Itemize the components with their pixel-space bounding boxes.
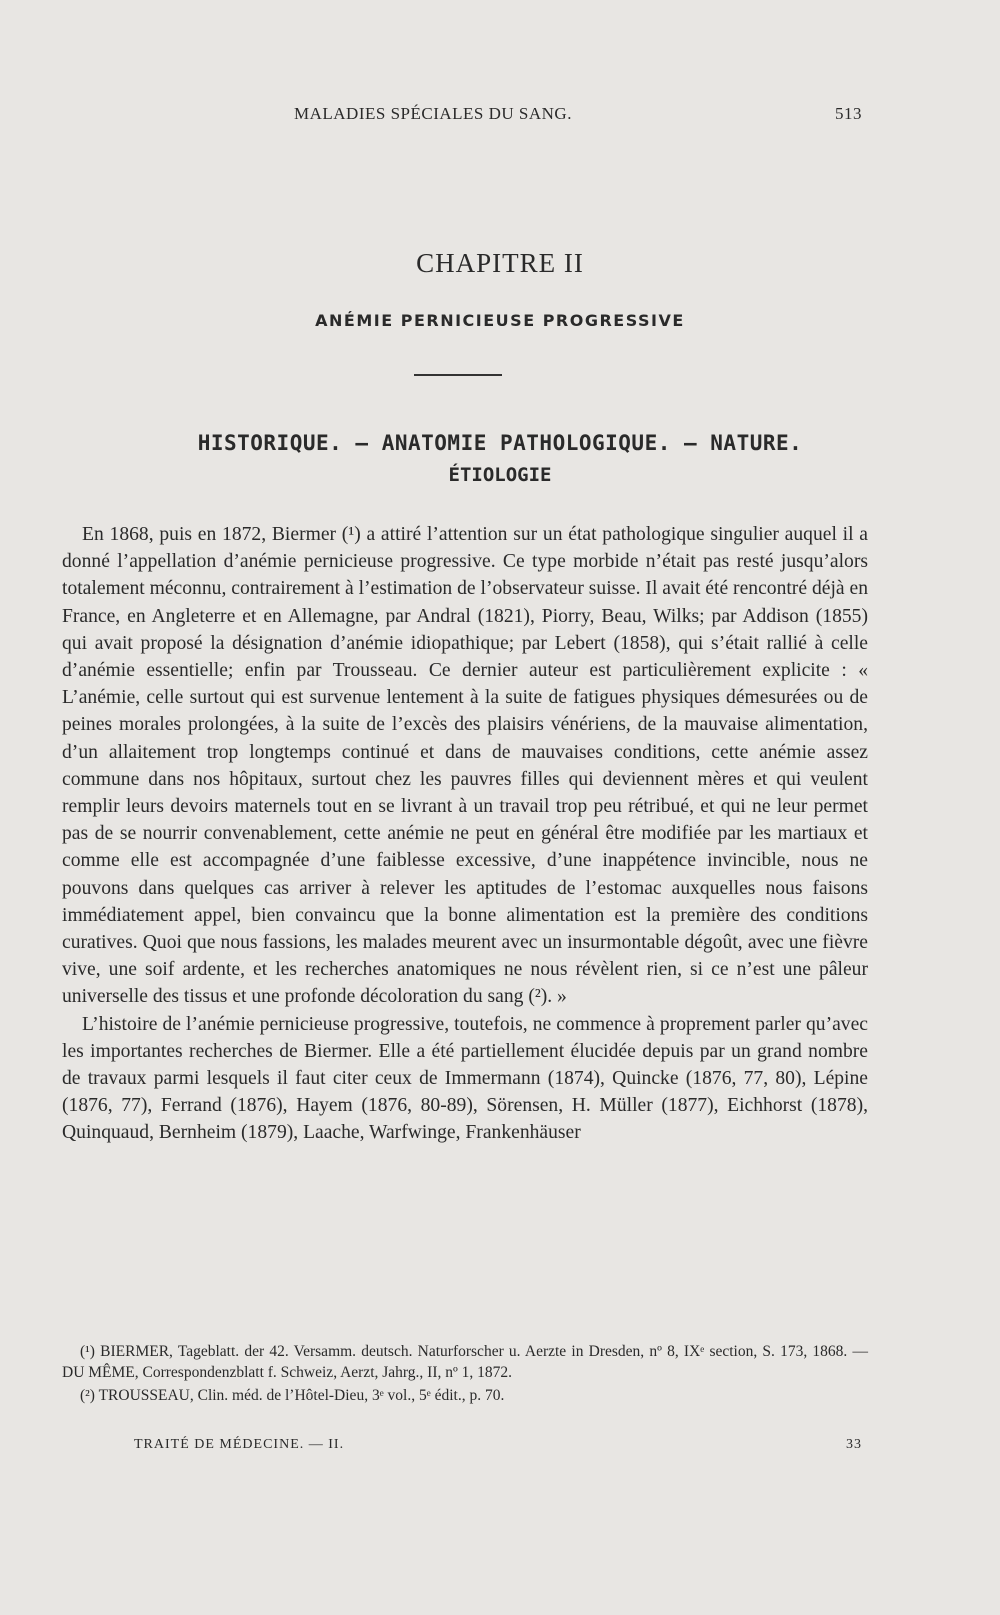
section-heading: HISTORIQUE. — ANATOMIE PATHOLOGIQUE. — NATURE.	[197, 431, 803, 455]
paragraph-1: En 1868, puis en 1872, Biermer (¹) a attiré l’attention sur un état pathologique singulier auquel il a donné l’appellation d’anémie pernicieuse progressive. Ce type morbide n’était pas resté jusqu’alors totalement méconnu, contrairement à l’estimation de l’observateur suisse. Il avait été rencontré déjà en France, en Angleterre et en Allemagne, par Andral (1821), Piorry, Beau, Wilks; par Addison (1855) qui avait proposé la désignation d’anémie idiopathique; par Lebert (1858), qui s’était rallié à celle d’anémie essentielle; enfin par Trousseau. Ce dernier auteur est particulièrement explicite : « L’anémie, celle surtout qui est survenue lentement à la suite de fatigues physiques démesurées ou de peines morales prolongées, à la suite de l’excès des plaisirs vénériens, de la mauvaise alimentation, d’un allaitement trop longtemps continué et dans de mauvaises conditions, cette anémie assez commune dans nos hôpitaux, surtout chez les pauvres filles qui deviennent mères et qui veulent remplir leurs devoirs maternels tout en se livrant à un travail trop peu rétribué, et qui ne leur permet pas de se nourrir convenablement, cette anémie ne peut en général être modifiée par les martiaux et comme elle est accompagnée d’une faiblesse excessive, d’une inappétence invincible, nous ne pouvons dans quelques cas arriver à relever les aptitudes de l’estomac auxquelles nous faisons immédiatement appel, bien convaincu que la bonne alimentation est la première des conditions curatives. Quoi que nous fassions, les malades meurent avec un insurmontable dégoût, avec une fièvre vive, une soif ardente, et les recherches anatomiques ne nous révèlent rien, si ce n’est une pâleur universelle des tissus et une profonde décoloration du sang (²). »	[62, 524, 868, 1008]
chapter-subtitle: ANÉMIE PERNICIEUSE PROGRESSIVE	[315, 311, 685, 330]
body-text	[62, 521, 868, 1147]
chapter-title: CHAPITRE II	[416, 248, 584, 278]
footnote-1: (¹) BIERMER, Tageblatt. der 42. Versamm. deutsch. Naturforscher u. Aerzte in Dresden, nº 8, IXᵉ section, S. 173, 1868. — DU MÊME, Correspondenzblatt f. Schweiz, Aerzt, Jahrg., II, nº 1, 1872.	[62, 1343, 868, 1381]
footnotes	[62, 1341, 868, 1408]
footnote-2: (²) TROUSSEAU, Clin. méd. de l’Hôtel-Dieu, 3ᵉ vol., 5ᵉ édit., p. 70.	[80, 1387, 505, 1404]
signature-number: 33	[846, 1437, 862, 1452]
divider-rule	[414, 374, 502, 376]
signature-text: TRAITÉ DE MÉDECINE. — II.	[134, 1437, 345, 1452]
page-number: 513	[835, 104, 862, 123]
paragraph-2: L’histoire de l’anémie pernicieuse progressive, toutefois, ne commence à proprement parler qu’avec les importantes recherches de Biermer. Elle a été partiellement élucidée depuis par un grand nombre de travaux parmi lesquels il faut citer ceux de Immermann (1874), Quincke (1876, 77, 80), Lépine (1876, 77), Ferrand (1876), Hayem (1876, 80-89), Sörensen, H. Müller (1877), Eichhorst (1878), Quinquaud, Bernheim (1879), Laache, Warfwinge, Frankenhäuser	[62, 1013, 868, 1144]
section-heading-2: ÉTIOLOGIE	[448, 464, 552, 486]
running-head-title: MALADIES SPÉCIALES DU SANG.	[294, 104, 572, 123]
